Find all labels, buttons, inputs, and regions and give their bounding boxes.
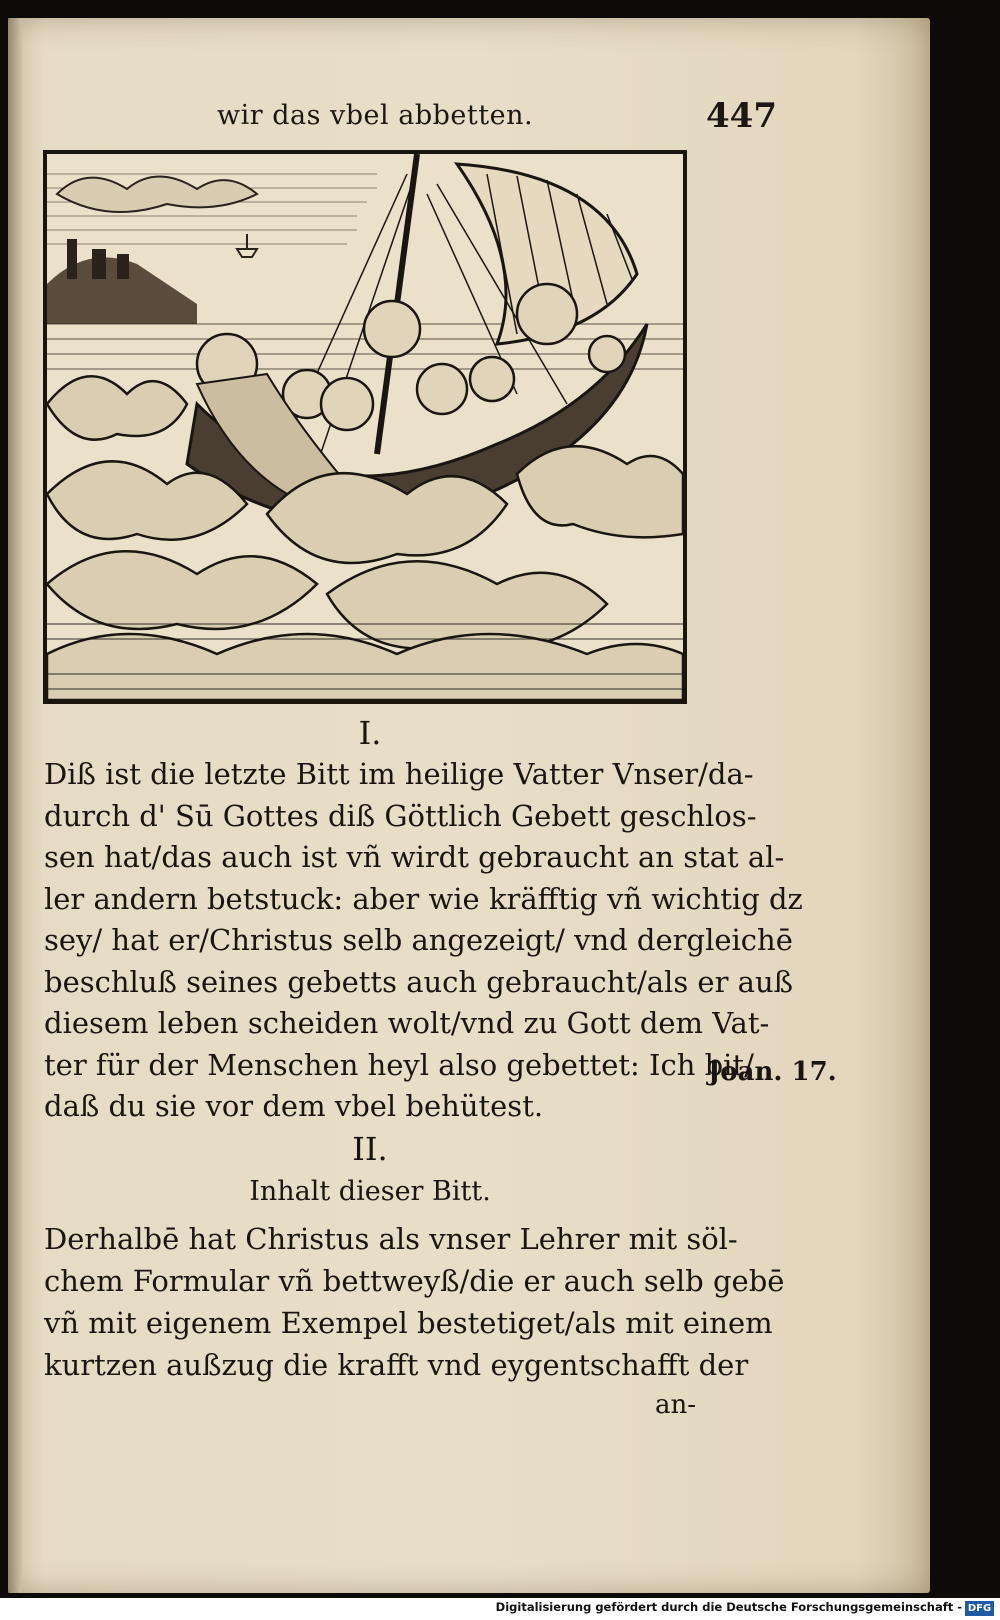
text-line: kurtzen außzug die krafft vnd eygentschafft der [44, 1348, 749, 1382]
text-line: Diß ist die letzte Bitt im heilige Vatter Vnser/da- [44, 757, 754, 791]
storm-boat-woodcut [47, 154, 683, 700]
section-subheading: Inhalt dieser Bitt. [249, 1176, 491, 1207]
section-numeral-2: II. [352, 1130, 388, 1168]
running-head: wir das vbel abbetten. [216, 100, 534, 131]
text-line: sen hat/das auch ist vñ wirdt gebraucht an stat al- [44, 840, 785, 874]
text-line: chem Formular vñ bettweyß/die er auch selb gebē [44, 1264, 785, 1298]
text-line: durch d' Sū Gottes diß Göttlich Gebett geschlos- [44, 798, 757, 833]
text-line: sey/ hat er/Christus selb angezeigt/ vnd dergleichē [44, 923, 793, 957]
dfg-logo: DFG [965, 1601, 994, 1616]
section-numeral-1: I. [358, 714, 382, 752]
funding-credit: Digitalisierung gefördert durch die Deutsche Forschungsgemeinschaft - [495, 1600, 962, 1614]
catchword: an- [655, 1390, 697, 1420]
text-line: daß du sie vor dem vbel behütest. [44, 1089, 544, 1123]
margin-reference: Joan. 17. [708, 1057, 837, 1087]
paragraph-2 [44, 1218, 785, 1386]
text-line: ler andern betstuck: aber wie kräfftig vñ wichtig dz [44, 881, 803, 916]
page-number: 447 [706, 96, 777, 136]
text-line: Derhalbē hat Christus als vnser Lehrer mit söl- [44, 1222, 738, 1256]
text-line: vñ mit eigenem Exempel bestetiget/als mit einem [44, 1306, 773, 1340]
text-line: diesem leben scheiden wolt/vnd zu Gott dem Vat- [44, 1006, 770, 1040]
text-line: beschluß seines gebetts auch gebraucht/als er auß [44, 964, 794, 999]
text-line: ter für der Menschen heyl also gebettet: Ich bit/ [44, 1047, 754, 1082]
woodcut-illustration [43, 150, 687, 704]
page-gutter [8, 18, 22, 1593]
